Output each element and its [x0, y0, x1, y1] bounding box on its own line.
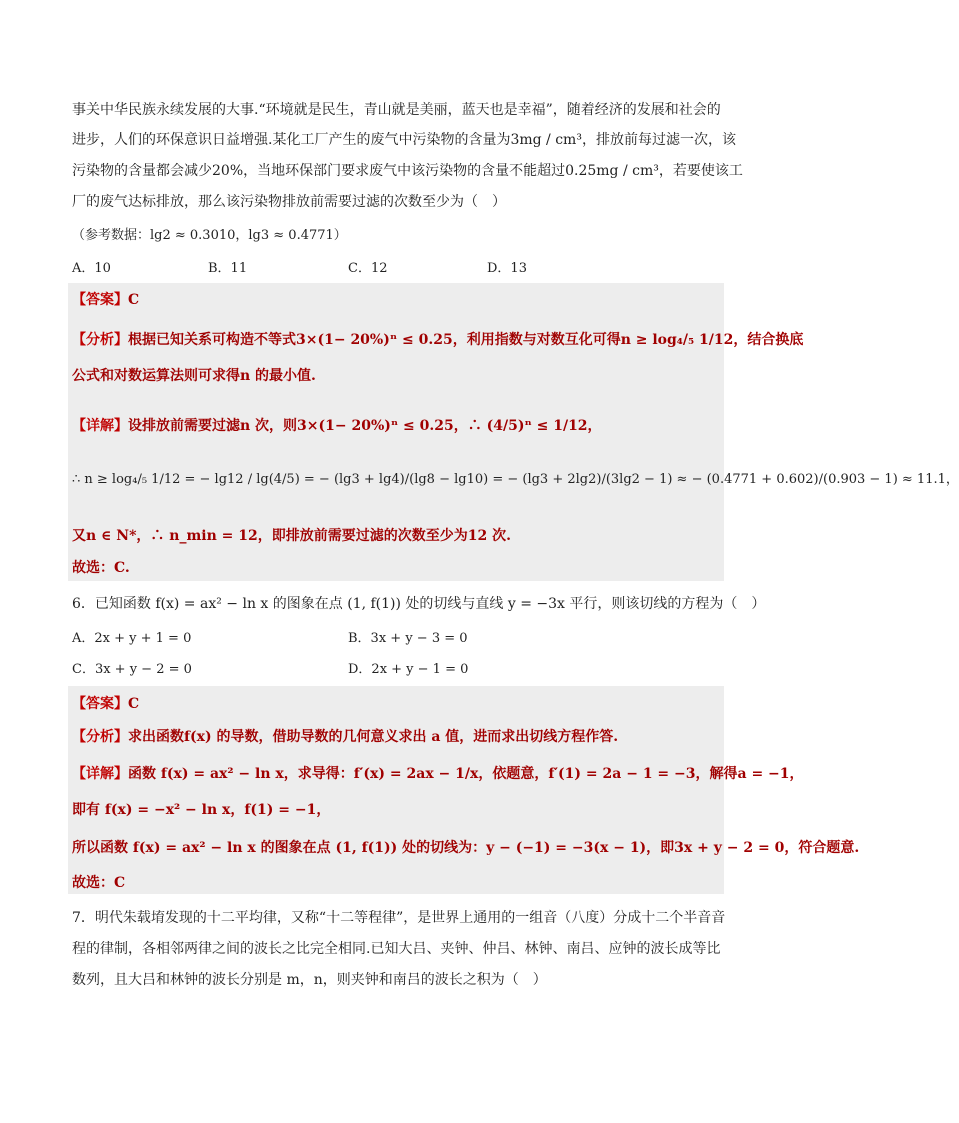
p5-option-c: C．12	[348, 261, 388, 276]
p5-analysis-line1	[72, 330, 804, 350]
detail-tag: 【详解】	[72, 418, 128, 434]
detail-text: 函数 f(x) = ax² − ln x，求导得：f′(x) = 2ax − 1/x，依题意，f′(1) = 2a − 1 = −3，解得a = −1，	[128, 766, 804, 782]
problem7-line1: 7．明代朱载堉发现的十二平均律，又称“十二等程律”，是世界上通用的一组音（八度）分成十二个半音音	[72, 910, 726, 926]
problem6-line1: 6．已知函数 f(x) = ax² − ln x 的图象在点 (1, f(1)) 处的切线与直线 y = −3x 平行，则该切线的方程为（ ）	[72, 596, 766, 612]
p5-answer	[72, 290, 732, 310]
p5-detail-line2: ∴ n ≥ log₄/₅ 1/12 = − lg12 / lg(4/5) = − (lg3 + lg4)/(lg8 − lg10) = − (lg3 + 2lg2)/(3lg2 − 1) ≈ − (0.4771 + 0.602)/(0.903 − 1) ≈ 11.1，	[72, 472, 959, 487]
analysis-tag: 【分析】	[72, 729, 128, 745]
p5-option-d: D．13	[487, 261, 527, 276]
problem7-line2: 程的律制，各相邻两律之间的波长之比完全相同.已知大吕、夹钟、仲吕、林钟、南吕、应钟的波长成等比	[72, 941, 721, 957]
problem5-line3: 污染物的含量都会减少20%，当地环保部门要求废气中该污染物的含量不能超过0.25mg / cm³，若要使该工	[72, 163, 743, 179]
problem7-line3: 数列，且大吕和林钟的波长分别是 m，n，则夹钟和南吕的波长之积为（ ）	[72, 972, 547, 988]
p5-option-b: B．11	[208, 261, 248, 276]
problem5-line1: 事关中华民族永续发展的大事.“环境就是民生，青山就是美丽，蓝天也是幸福”，随着经济的发展和社会的	[72, 102, 721, 118]
p6-option-b: B．3x + y − 3 = 0	[348, 631, 468, 646]
p5-detail-line1	[72, 416, 732, 436]
p5-option-a: A．10	[72, 261, 111, 276]
analysis-text: 求出函数f(x) 的导数，借助导数的几何意义求出 a 值，进而求出切线方程作答.	[128, 729, 619, 745]
p5-analysis-line2: 公式和对数运算法则可求得n 的最小值.	[72, 368, 316, 384]
answer-tag: 【答案】	[72, 292, 128, 308]
analysis-text: 根据已知关系可构造不等式3×(1− 20%)ⁿ ≤ 0.25，利用指数与对数互化可得n ≥ log₄/₅ 1/12，结合换底	[128, 332, 804, 348]
answer-tag: 【答案】	[72, 696, 128, 712]
p6-answer	[72, 694, 732, 714]
detail-text: 设排放前需要过滤n 次，则3×(1− 20%)ⁿ ≤ 0.25，∴ (4/5)ⁿ ≤ 1/12，	[128, 418, 602, 434]
p5-detail-line3: 又n ∈ N*，∴ n_min = 12，即排放前需要过滤的次数至少为12 次.	[72, 528, 511, 544]
detail-tag: 【详解】	[72, 766, 128, 782]
p6-detail-line3: 所以函数 f(x) = ax² − ln x 的图象在点 (1, f(1)) 处的切线为：y − (−1) = −3(x − 1)，即3x + y − 2 = 0，符合题意.	[72, 840, 860, 856]
p6-detail-line2: 即有 f(x) = −x² − ln x，f(1) = −1，	[72, 802, 331, 818]
problem5-line2: 进步，人们的环保意识日益增强.某化工厂产生的废气中污染物的含量为3mg / cm³，排放前每过滤一次，该	[72, 132, 736, 148]
p6-answer-box	[68, 686, 724, 894]
p6-option-d: D．2x + y − 1 = 0	[348, 662, 469, 677]
problem5-reference-data: （参考数据：lg2 ≈ 0.3010，lg3 ≈ 0.4771）	[72, 228, 347, 243]
p6-option-c: C．3x + y − 2 = 0	[72, 662, 192, 677]
p6-conclusion: 故选：C	[72, 875, 126, 891]
answer-value: C	[128, 292, 140, 308]
p6-detail-line1	[72, 764, 804, 784]
p6-option-a: A．2x + y + 1 = 0	[72, 631, 192, 646]
analysis-tag: 【分析】	[72, 332, 128, 348]
p5-conclusion: 故选：C.	[72, 560, 130, 576]
answer-value: C	[128, 696, 140, 712]
p6-analysis	[72, 727, 732, 747]
problem5-line4: 厂的废气达标排放，那么该污染物排放前需要过滤的次数至少为（ ）	[72, 194, 506, 210]
